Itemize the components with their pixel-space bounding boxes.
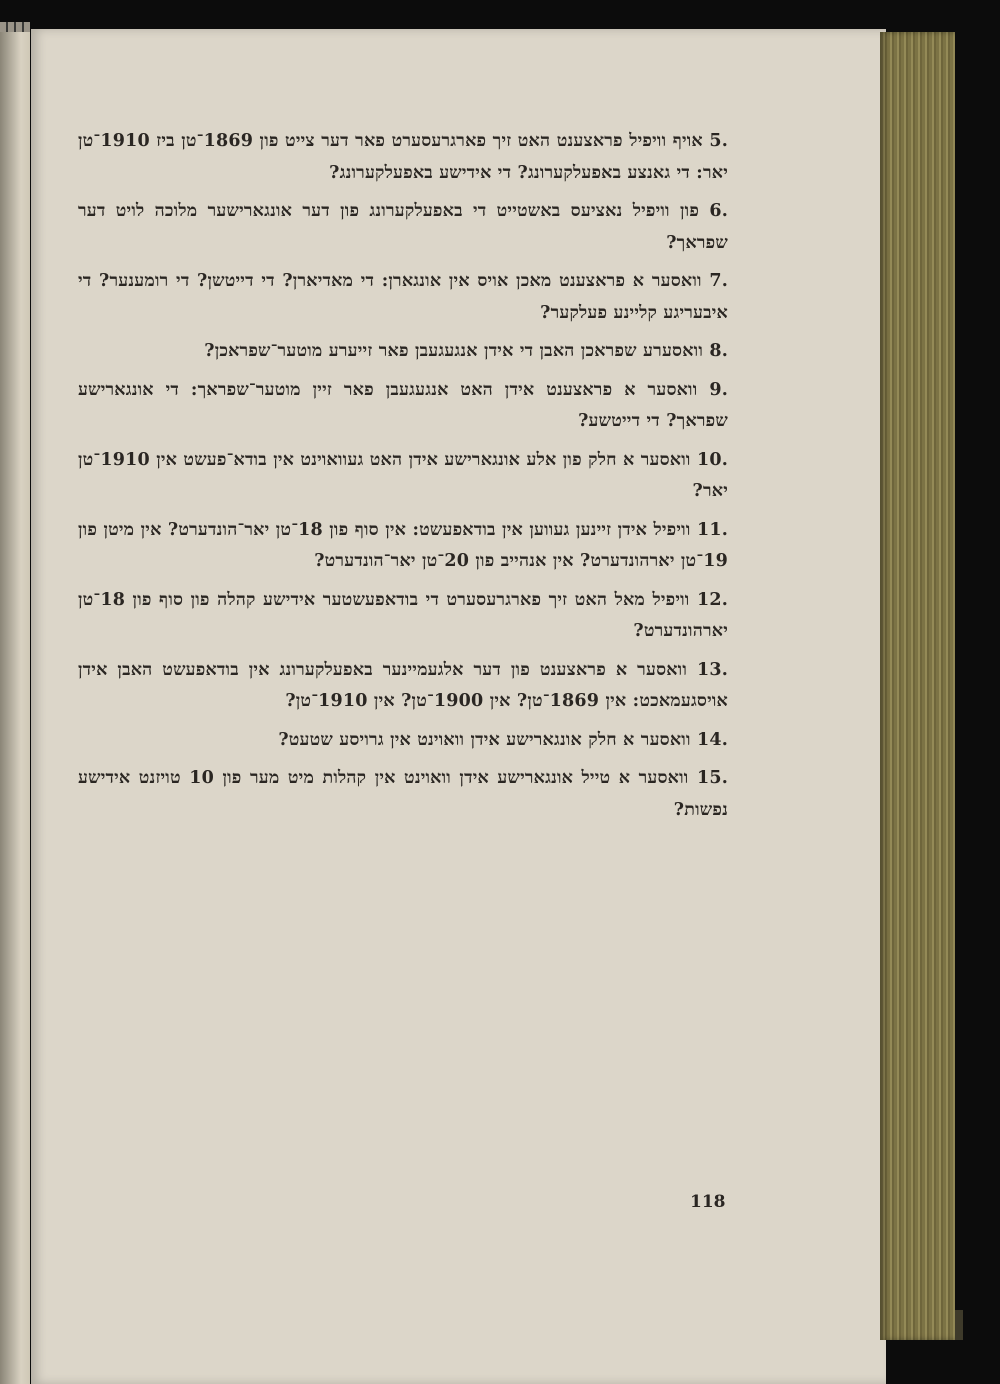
question-10: .10 וואסער א חלק פון אלע אונגארישע אידן האט געוואוינט אין בודא־פעשט אין 1910־טן יאר? xyxy=(78,449,728,501)
question-6: .6 פון וויפיל נאציעס באשטייט די באפעלקערונג פון דער אונגארישער מלוכה לויט דער שפראך? xyxy=(78,201,728,253)
page-stack-shadow xyxy=(955,1310,963,1340)
question-15: .15 וואסער א טייל אונגארישע אידן וואוינט אין קהלות מיט מער פון 10 טויזנט אידישע נפשות? xyxy=(78,768,728,820)
left-page xyxy=(0,32,30,1384)
question-14: .14 וואסער א חלק אונגארישע אידן וואוינט אין גרויסע שטעט? xyxy=(278,729,728,750)
questions-text xyxy=(78,126,728,833)
question-9: .9 וואסער א פראצענט אידן האט אנגעגעבן פאר זיין מוטער־שפראך: די אונגארישע שפראך? די דייטשע? xyxy=(78,379,728,431)
question-8: .8 וואסערע שפראכן האבן די אידן אנגעגעבן פאר זייערע מוטער־שפראכן? xyxy=(204,341,728,361)
question-7: .7 וואסער א פראצענט מאכן אויס אין אונגארן: די מאדיארן? די דייטשן? די רומענער? די איבעריגע קליינע פעלקער? xyxy=(78,271,728,323)
question-11: .11 וויפיל אידן זיינען געווען אין בודאפעשט: אין סוף פון 18־טן יאר־הונדערט? אין מיטן פון 19־טן יארהונדערט? אין אנהייב פון 20־טן יאר־הונדערט? xyxy=(78,519,728,571)
question-5: .5 אויף וויפיל פראצענט האט זיך פארגרעסערט פאר דער צייט פון 1869־טן ביז 1910־טן יאר: די גאנצע באפעלקערונג? די אידישע באפעלקערונג? xyxy=(78,131,729,183)
page-stack-edges xyxy=(880,32,955,1340)
question-13: .13 וואסער א פראצענט פון דער אלגעמיינער באפעלקערונג אין בודאפעשט האבן אידן אויסגעמאכט: אין 1869־טן? אין 1900־טן? אין 1910־טן? xyxy=(78,659,728,711)
left-page-edge xyxy=(0,22,30,32)
question-12: .12 וויפיל מאל האט זיך פארגרעסערט די בודאפעשטער אידישע קהלה פון סוף פון 18־טן יארהונדערט? xyxy=(78,589,728,641)
page-number: 118 xyxy=(690,1192,726,1212)
